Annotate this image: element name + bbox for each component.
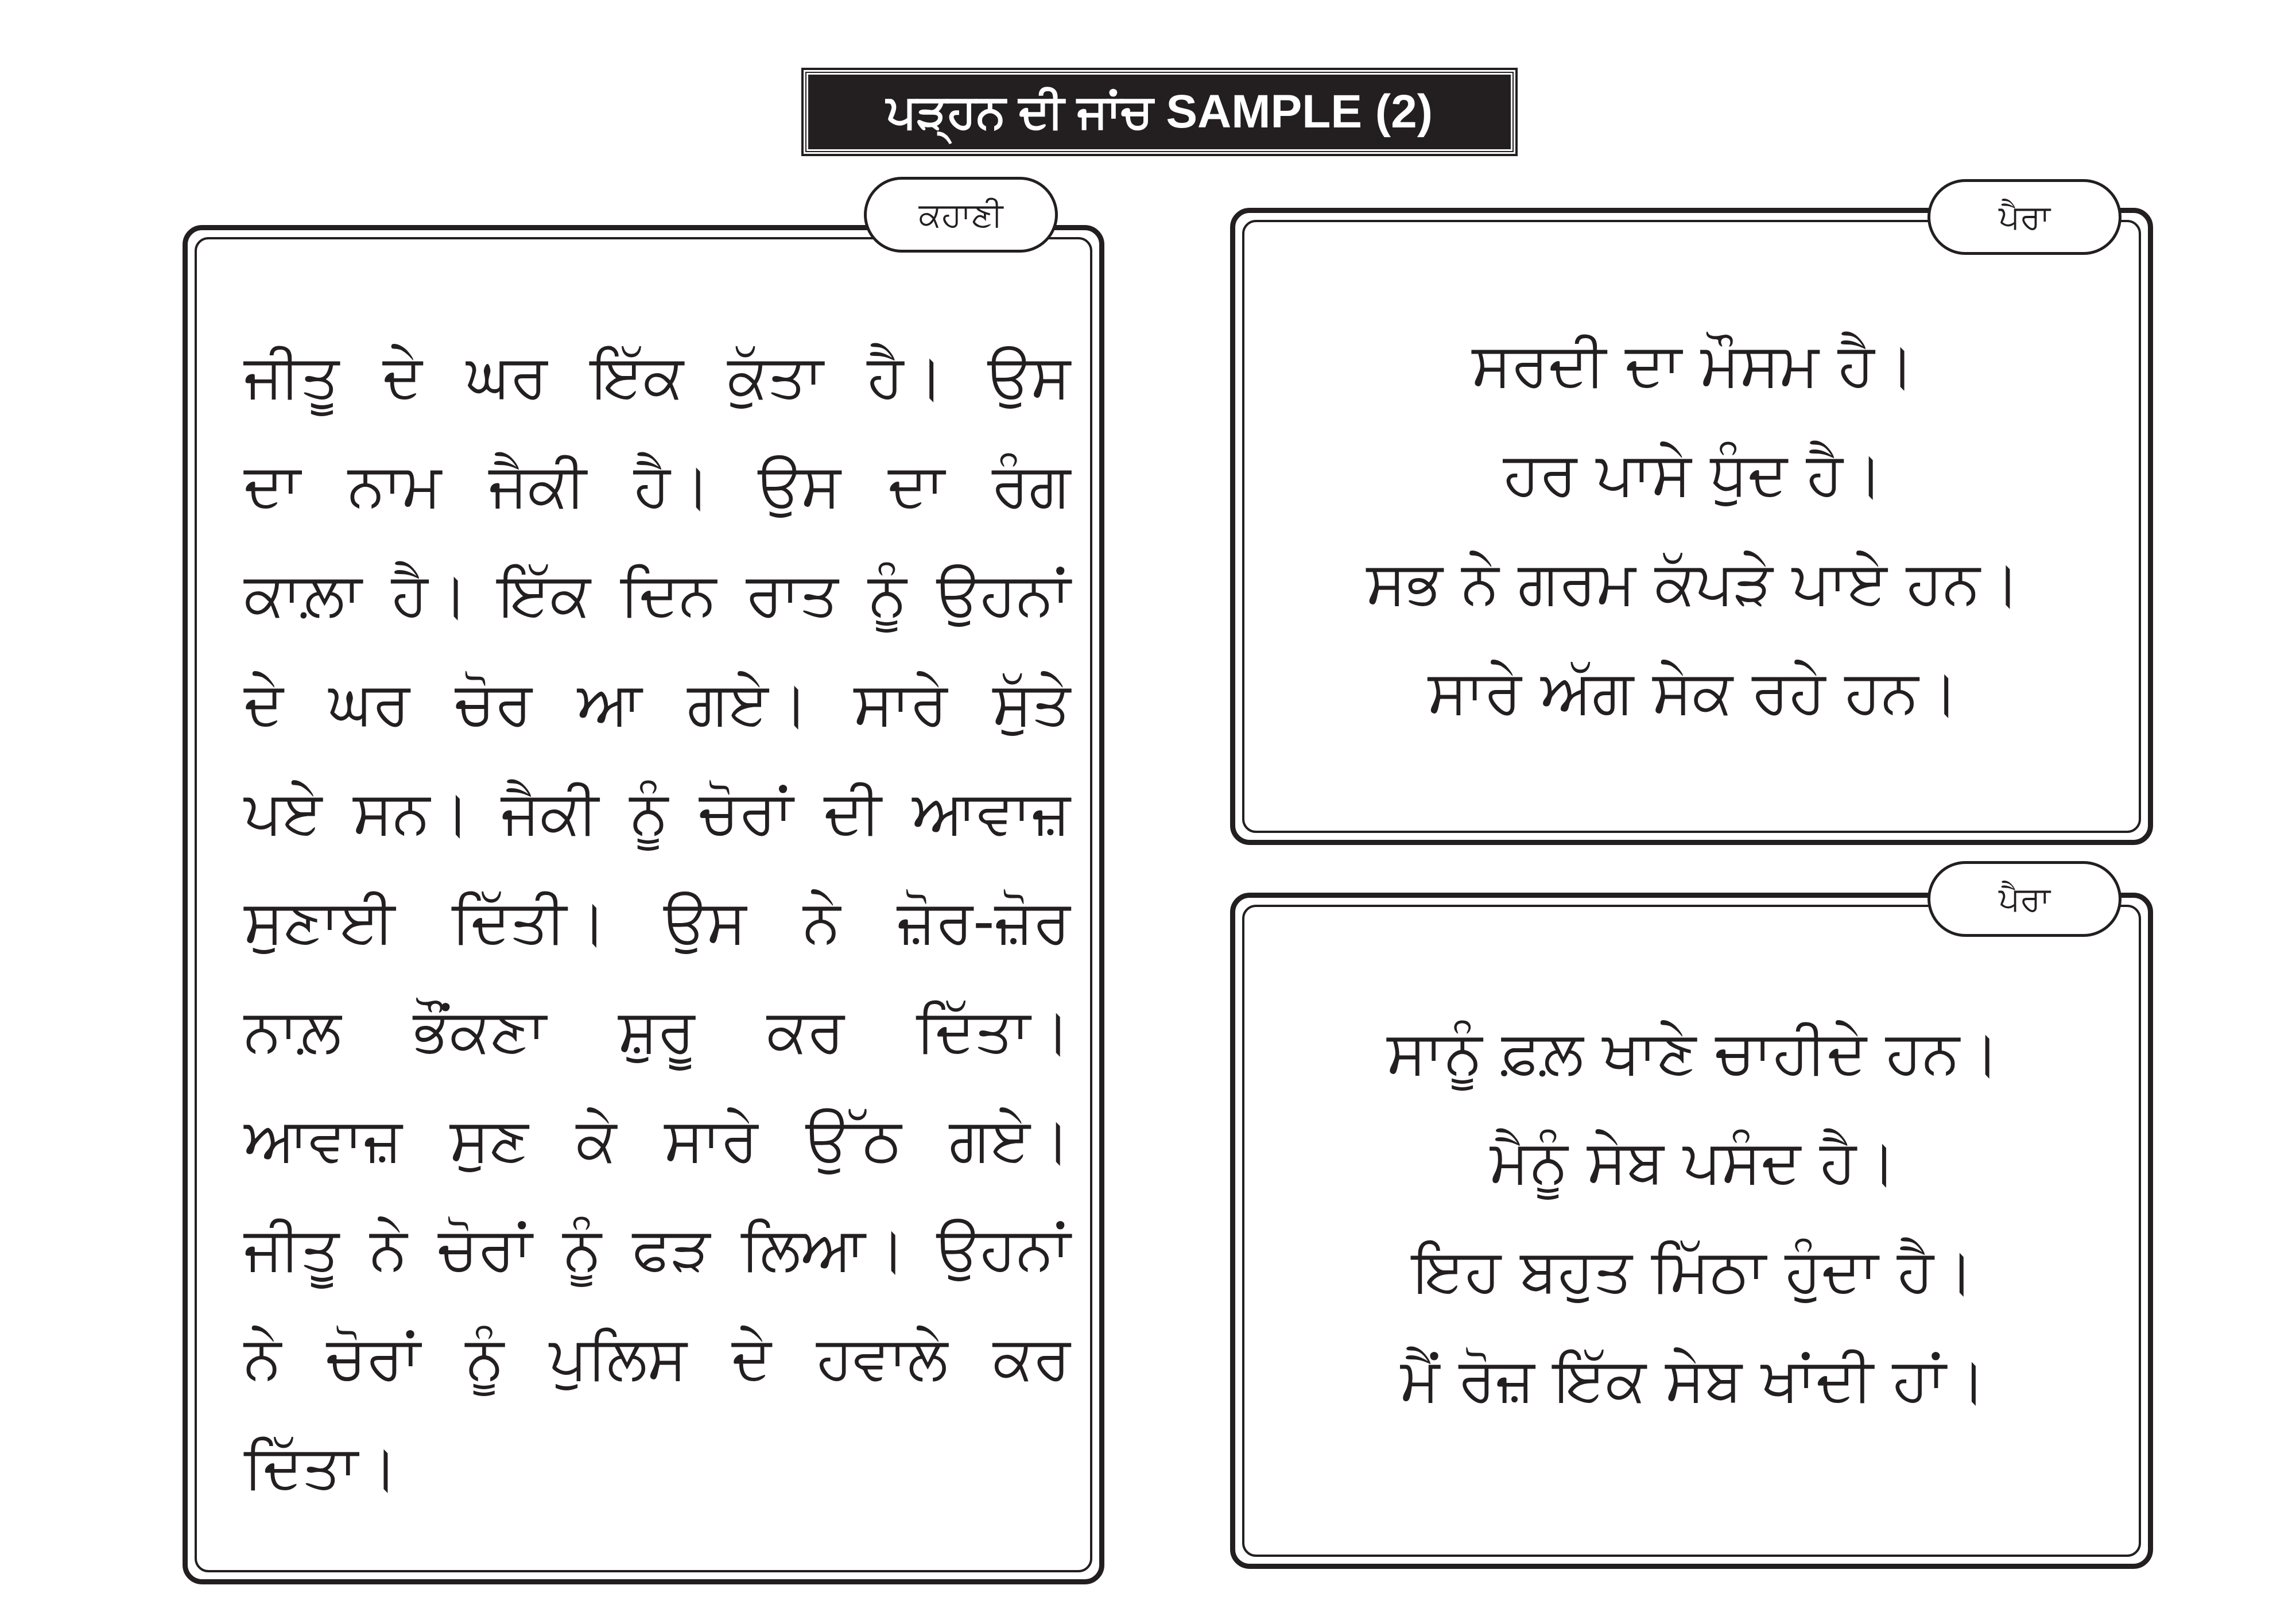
story-line: ਆਵਾਜ਼ ਸੁਣ ਕੇ ਸਾਰੇ ਉੱਠ ਗਏ। <box>244 1104 1071 1175</box>
story-line: ਦਿੱਤਾ। <box>244 1432 398 1502</box>
story-line: ਦੇ ਘਰ ਚੋਰ ਆ ਗਏ। ਸਾਰੇ ਸੁੱਤੇ <box>244 668 1071 738</box>
story-line: ਨੇ ਚੋਰਾਂ ਨੂੰ ਪੁਲਿਸ ਦੇ ਹਵਾਲੇ ਕਰ <box>244 1323 1071 1393</box>
paragraph1-line: ਸਾਰੇ ਅੱਗ ਸੇਕ ਰਹੇ ਹਨ। <box>1428 657 1959 727</box>
story-line: ਨਾਲ਼ ਭੌਂਕਣਾ ਸ਼ੁਰੂ ਕਰ ਦਿੱਤਾ। <box>244 995 1071 1065</box>
story-line: ਕਾਲ਼ਾ ਹੈ। ਇੱਕ ਦਿਨ ਰਾਤ ਨੂੰ ਉਹਨਾਂ <box>244 559 1071 629</box>
paragraph1-line: ਸਭ ਨੇ ਗਰਮ ਕੱਪੜੇ ਪਾਏ ਹਨ। <box>1366 548 2020 618</box>
paragraph2-line: ਮੈਂ ਰੋਜ਼ ਇੱਕ ਸੇਬ ਖਾਂਦੀ ਹਾਂ। <box>1400 1344 1987 1414</box>
story-line: ਸੁਣਾਈ ਦਿੱਤੀ। ਉਸ ਨੇ ਜ਼ੋਰ-ਜ਼ੋਰ <box>244 886 1071 956</box>
story-line: ਪਏ ਸਨ। ਜੈਕੀ ਨੂੰ ਚੋਰਾਂ ਦੀ ਆਵਾਜ਼ <box>244 777 1071 847</box>
paragraph2-line: ਮੈਨੂੰ ਸੇਬ ਪਸੰਦ ਹੈ। <box>1490 1126 1897 1196</box>
paragraph2-line: ਸਾਨੂੰ ਫ਼ਲ਼ ਖਾਣੇ ਚਾਹੀਦੇ ਹਨ। <box>1386 1017 2000 1087</box>
paragraph2-line: ਇਹ ਬਹੁਤ ਮਿੱਠਾ ਹੁੰਦਾ ਹੈ। <box>1412 1235 1975 1305</box>
story-text <box>244 321 1071 1521</box>
story-line: ਦਾ ਨਾਮ ਜੈਕੀ ਹੈ। ਉਸ ਦਾ ਰੰਗ <box>244 450 1071 520</box>
story-line: ਜੀਤੂ ਨੇ ਚੋਰਾਂ ਨੂੰ ਫੜ ਲਿਆ। ਉਹਨਾਂ <box>244 1214 1071 1284</box>
paragraph1-line: ਹਰ ਪਾਸੇ ਧੁੰਦ ਹੈ। <box>1503 439 1883 509</box>
story-tag: ਕਹਾਣੀ <box>864 177 1058 253</box>
story-line: ਜੀਤੂ ਦੇ ਘਰ ਇੱਕ ਕੁੱਤਾ ਹੈ। ਉਸ <box>244 341 1071 411</box>
paragraph1-tag: ਪੈਰਾ <box>1927 179 2122 255</box>
paragraph1-text <box>1240 310 2147 746</box>
paragraph2-text <box>1240 998 2147 1434</box>
page-title: ਪੜ੍ਹਨ ਦੀ ਜਾਂਚ SAMPLE (2) <box>804 70 1515 154</box>
paragraph1-line: ਸਰਦੀ ਦਾ ਮੌਸਮ ਹੈ। <box>1472 330 1915 400</box>
paragraph2-tag: ਪੈਰਾ <box>1927 861 2122 937</box>
